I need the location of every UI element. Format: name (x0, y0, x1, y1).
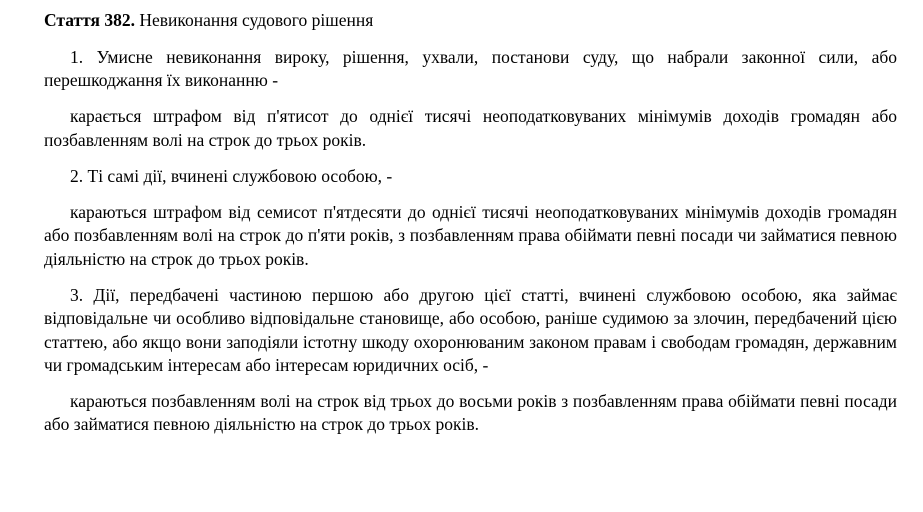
paragraph-3: 3. Дії, передбачені частиною першою або другою цієї статті, вчинені службовою особою, яка займає відповідальне чи особливо відповідальне становище, або особою, раніше судимою за злочин, передбачений цією статтею, або якщо вони заподіяли істотну шкоду охоронюваним законом правам і свободам громадян, державним чи громадським інтересам або інтересам юридичних осіб, - (44, 285, 897, 375)
paragraph-3-sanction: караються позбавленням волі на строк від трьох до восьми років з позбавленням права обіймати певні посади або займатися певною діяльністю на строк до трьох років. (44, 391, 897, 435)
paragraph-1-sanction: карається штрафом від п'ятисот до однієї тисячі неоподатковуваних мінімумів доходів громадян або позбавленням волі на строк до трьох років. (44, 106, 897, 150)
article-number: Стаття 382. (44, 10, 135, 30)
paragraph-2: 2. Ті самі дії, вчинені службовою особою, - (70, 165, 393, 186)
article-title: Невиконання судового рішення (139, 10, 374, 30)
paragraph-1: 1. Умисне невиконання вироку, рішення, ухвали, постанови суду, що набрали законної сили, або перешкоджання їх виконанню - (44, 46, 897, 91)
paragraph-2-sanction: караються штрафом від семисот п'ятдесяти до однієї тисячі неоподатковуваних мінімумів доходів громадян або позбавленням волі на строк до п'яти років, з позбавленням права обіймати певні посади чи займатися певною діяльністю на строк до трьох років. (44, 202, 897, 269)
article-heading (44, 10, 897, 32)
